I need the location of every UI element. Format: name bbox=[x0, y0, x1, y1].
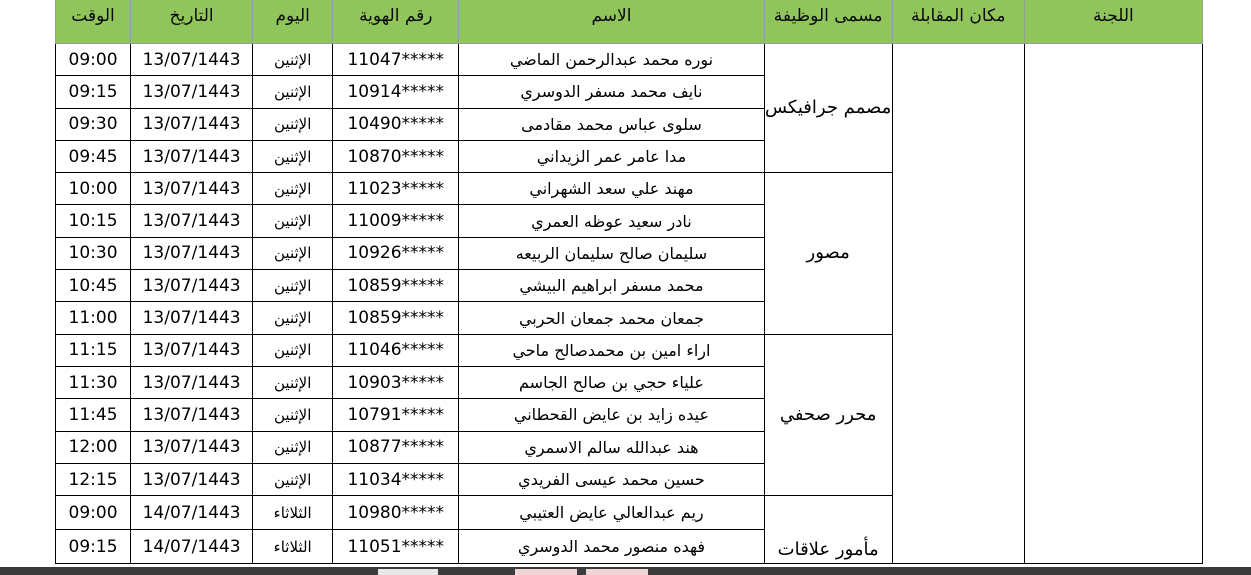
id-cell[interactable]: 10490***** bbox=[333, 108, 459, 140]
interview-schedule-table bbox=[55, 0, 1203, 564]
id-cell[interactable]: 11051***** bbox=[333, 530, 459, 564]
day-cell[interactable]: الإثنين bbox=[253, 366, 333, 398]
name-cell[interactable]: جمعان محمد جمعان الحربي bbox=[459, 302, 764, 334]
date-cell[interactable]: 13/07/1443 bbox=[131, 399, 253, 431]
name-cell[interactable]: حسين محمد عيسى الفريدي bbox=[459, 463, 764, 495]
day-cell[interactable]: الإثنين bbox=[253, 237, 333, 269]
time-cell[interactable]: 09:15 bbox=[56, 530, 131, 564]
taskbar-item[interactable] bbox=[586, 569, 648, 575]
date-cell[interactable]: 13/07/1443 bbox=[131, 108, 253, 140]
date-cell[interactable]: 13/07/1443 bbox=[131, 334, 253, 366]
id-cell[interactable]: 10903***** bbox=[333, 366, 459, 398]
day-cell[interactable]: الإثنين bbox=[253, 140, 333, 172]
name-cell[interactable]: عيده زايد بن عايض القحطاني bbox=[459, 399, 764, 431]
day-cell[interactable]: الإثنين bbox=[253, 270, 333, 302]
job-title-cell[interactable]: مصمم جرافيكس bbox=[764, 44, 892, 173]
time-cell[interactable]: 11:45 bbox=[56, 399, 131, 431]
header-name[interactable]: الاسم bbox=[459, 0, 764, 44]
day-cell[interactable]: الإثنين bbox=[253, 205, 333, 237]
name-cell[interactable]: اراء امين بن محمدصالح ماحي bbox=[459, 334, 764, 366]
time-cell[interactable]: 10:45 bbox=[56, 270, 131, 302]
name-cell[interactable]: ريم عبدالعالي عايض العتيبي bbox=[459, 496, 764, 530]
time-cell[interactable]: 12:15 bbox=[56, 463, 131, 495]
job-title-cell[interactable]: محرر صحفي bbox=[764, 334, 892, 495]
id-cell[interactable]: 10877***** bbox=[333, 431, 459, 463]
date-cell[interactable]: 13/07/1443 bbox=[131, 205, 253, 237]
header-committee[interactable]: اللجنة bbox=[1024, 0, 1202, 44]
day-cell[interactable]: الثلاثاء bbox=[253, 530, 333, 564]
day-cell[interactable]: الإثنين bbox=[253, 173, 333, 205]
date-cell[interactable]: 13/07/1443 bbox=[131, 237, 253, 269]
name-cell[interactable]: نايف محمد مسفر الدوسري bbox=[459, 76, 764, 108]
id-cell[interactable]: 10914***** bbox=[333, 76, 459, 108]
header-day[interactable]: اليوم bbox=[253, 0, 333, 44]
day-cell[interactable]: الإثنين bbox=[253, 76, 333, 108]
day-cell[interactable]: الإثنين bbox=[253, 399, 333, 431]
day-cell[interactable]: الإثنين bbox=[253, 302, 333, 334]
time-cell[interactable]: 10:30 bbox=[56, 237, 131, 269]
time-cell[interactable]: 09:45 bbox=[56, 140, 131, 172]
time-cell[interactable]: 11:00 bbox=[56, 302, 131, 334]
date-cell[interactable]: 13/07/1443 bbox=[131, 270, 253, 302]
day-cell[interactable]: الثلاثاء bbox=[253, 496, 333, 530]
date-cell[interactable]: 14/07/1443 bbox=[131, 530, 253, 564]
time-cell[interactable]: 11:15 bbox=[56, 334, 131, 366]
id-cell[interactable]: 11047***** bbox=[333, 44, 459, 76]
time-cell[interactable]: 09:00 bbox=[56, 496, 131, 530]
header-row bbox=[56, 0, 1203, 44]
date-cell[interactable]: 13/07/1443 bbox=[131, 431, 253, 463]
name-cell[interactable]: مهند علي سعد الشهراني bbox=[459, 173, 764, 205]
id-cell[interactable]: 10980***** bbox=[333, 496, 459, 530]
header-job[interactable]: مسمى الوظيفة bbox=[764, 0, 892, 44]
header-place[interactable]: مكان المقابلة bbox=[892, 0, 1024, 44]
id-cell[interactable]: 11034***** bbox=[333, 463, 459, 495]
date-cell[interactable]: 13/07/1443 bbox=[131, 140, 253, 172]
id-cell[interactable]: 10926***** bbox=[333, 237, 459, 269]
date-cell[interactable]: 13/07/1443 bbox=[131, 463, 253, 495]
time-cell[interactable]: 09:00 bbox=[56, 44, 131, 76]
header-date[interactable]: التاريخ bbox=[131, 0, 253, 44]
time-cell[interactable]: 10:15 bbox=[56, 205, 131, 237]
day-cell[interactable]: الإثنين bbox=[253, 431, 333, 463]
day-cell[interactable]: الإثنين bbox=[253, 334, 333, 366]
job-title-cell[interactable]: مصور bbox=[764, 173, 892, 334]
job-title-cell[interactable]: مأمور علاقات bbox=[764, 496, 892, 564]
date-cell[interactable]: 13/07/1443 bbox=[131, 173, 253, 205]
time-cell[interactable]: 09:30 bbox=[56, 108, 131, 140]
name-cell[interactable]: سلوى عباس محمد مقادمى bbox=[459, 108, 764, 140]
header-id[interactable]: رقم الهوية bbox=[333, 0, 459, 44]
time-cell[interactable]: 12:00 bbox=[56, 431, 131, 463]
header-time[interactable]: الوقت bbox=[56, 0, 131, 44]
table-row bbox=[56, 44, 1203, 76]
date-cell[interactable]: 13/07/1443 bbox=[131, 366, 253, 398]
name-cell[interactable]: نوره محمد عبدالرحمن الماضي bbox=[459, 44, 764, 76]
name-cell[interactable]: مدا عامر عمر الزيداني bbox=[459, 140, 764, 172]
date-cell[interactable]: 13/07/1443 bbox=[131, 302, 253, 334]
taskbar-item[interactable] bbox=[515, 569, 577, 575]
date-cell[interactable]: 13/07/1443 bbox=[131, 76, 253, 108]
committee-cell[interactable] bbox=[1024, 44, 1202, 564]
taskbar-item[interactable] bbox=[378, 569, 438, 575]
day-cell[interactable]: الإثنين bbox=[253, 463, 333, 495]
name-cell[interactable]: علياء حجي بن صالح الجاسم bbox=[459, 366, 764, 398]
id-cell[interactable]: 10791***** bbox=[333, 399, 459, 431]
name-cell[interactable]: فهده منصور محمد الدوسري bbox=[459, 530, 764, 564]
name-cell[interactable]: نادر سعيد عوظه العمري bbox=[459, 205, 764, 237]
date-cell[interactable]: 13/07/1443 bbox=[131, 44, 253, 76]
id-cell[interactable]: 11023***** bbox=[333, 173, 459, 205]
id-cell[interactable]: 10859***** bbox=[333, 270, 459, 302]
time-cell[interactable]: 10:00 bbox=[56, 173, 131, 205]
name-cell[interactable]: محمد مسفر ابراهيم البيشي bbox=[459, 270, 764, 302]
day-cell[interactable]: الإثنين bbox=[253, 108, 333, 140]
interview-place-cell[interactable] bbox=[892, 44, 1024, 564]
time-cell[interactable]: 11:30 bbox=[56, 366, 131, 398]
id-cell[interactable]: 11046***** bbox=[333, 334, 459, 366]
id-cell[interactable]: 11009***** bbox=[333, 205, 459, 237]
name-cell[interactable]: سليمان صالح سليمان الربيعه bbox=[459, 237, 764, 269]
id-cell[interactable]: 10859***** bbox=[333, 302, 459, 334]
time-cell[interactable]: 09:15 bbox=[56, 76, 131, 108]
id-cell[interactable]: 10870***** bbox=[333, 140, 459, 172]
date-cell[interactable]: 14/07/1443 bbox=[131, 496, 253, 530]
table-body bbox=[56, 44, 1203, 564]
name-cell[interactable]: هند عبدالله سالم الاسمري bbox=[459, 431, 764, 463]
day-cell[interactable]: الإثنين bbox=[253, 44, 333, 76]
